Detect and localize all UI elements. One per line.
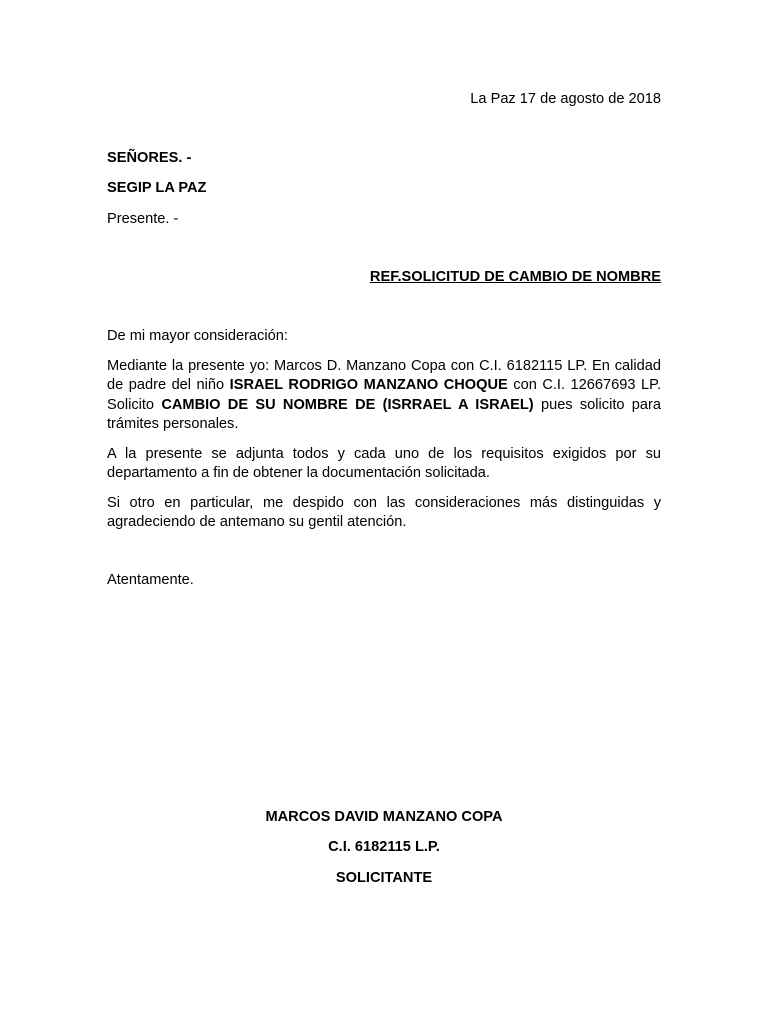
body-paragraph-1-text-2: con C.I. 12667693 LP. Solicito	[107, 377, 662, 413]
body-paragraph-2: A la presente se adjunta todos y cada uno de los requisitos exigidos por su departamento a fin de obtener la documentación solicitada.	[107, 446, 661, 482]
body-paragraph-3: Si otro en particular, me despido con las consideraciones más distinguidas y agradeciendo de antemano su gentil atención.	[107, 495, 661, 531]
request-summary: CAMBIO DE SU NOMBRE DE (ISRRAEL A ISRAEL)	[161, 396, 534, 413]
recipient-line-1: SEÑORES. -	[107, 150, 192, 166]
body-paragraph-1-text-3: pues solicito para trámites personales.	[107, 396, 661, 432]
signature-role: SOLICITANTE	[335, 870, 433, 886]
body-paragraph-1	[107, 357, 661, 434]
salutation: De mi mayor consideración:	[107, 328, 288, 344]
recipient-line-2: SEGIP LA PAZ	[107, 180, 207, 196]
reference-line: REF.SOLICITUD DE CAMBIO DE NOMBRE	[369, 269, 661, 285]
body-paragraph-1-text-1: Mediante la presente yo: Marcos D. Manzano Copa con C.I. 6182115 LP. En calidad de padre del niño	[107, 358, 661, 394]
letter-date: La Paz 17 de agosto de 2018	[470, 91, 661, 107]
closing: Atentamente.	[107, 572, 194, 588]
signature-id: C.I. 6182115 L.P.	[328, 839, 440, 855]
signature-name: MARCOS DAVID MANZANO COPA	[265, 809, 503, 825]
child-name: ISRAEL RODRIGO MANZANO CHOQUE	[229, 377, 508, 394]
recipient-line-3: Presente. -	[107, 211, 179, 227]
